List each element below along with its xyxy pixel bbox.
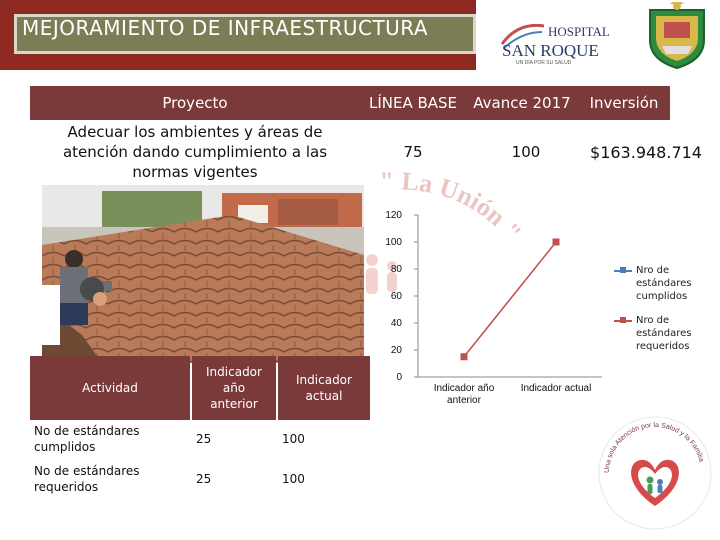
watermark-text: " La Unión " bbox=[379, 166, 528, 247]
ind-row-2-actual: 100 bbox=[278, 460, 370, 498]
seal-text: Una sola Atención por la Salud y la Familia bbox=[603, 421, 705, 474]
ind-header-actual: Indicador actual bbox=[278, 356, 370, 420]
x-tick-label: Indicador año anterior bbox=[433, 383, 495, 406]
legend-label-cumplidos: Nro de estándares cumplidos bbox=[636, 265, 692, 302]
hospital-logo bbox=[498, 18, 624, 66]
header-proyecto: Proyecto bbox=[30, 86, 360, 120]
ind-row-1-actual: 100 bbox=[278, 420, 370, 458]
row-avance: 100 bbox=[466, 124, 586, 180]
y-tick-label: 40 bbox=[390, 318, 402, 329]
page-title: MEJORAMIENTO DE INFRAESTRUCTURA bbox=[22, 16, 429, 40]
legend-marker-cumplidos bbox=[620, 267, 626, 273]
row-linea-base: 75 bbox=[360, 124, 466, 180]
y-tick-label: 60 bbox=[390, 291, 402, 302]
y-tick-label: 80 bbox=[390, 264, 402, 275]
municipal-shield-icon bbox=[642, 2, 712, 70]
ind-header-actividad: Actividad bbox=[30, 356, 190, 420]
header-avance: Avance 2017 bbox=[466, 86, 578, 120]
y-tick-label: 20 bbox=[390, 345, 402, 356]
ind-row-2-actividad: No de estándares requeridos bbox=[30, 460, 190, 498]
data-point-1 bbox=[553, 239, 560, 246]
ind-row-1-anterior: 25 bbox=[192, 420, 276, 458]
legend-label-requeridos: Nro de estándares requeridos bbox=[636, 315, 692, 352]
hospital-logo-tagline: UN DÍA POR SU SALUD bbox=[516, 60, 572, 66]
roof-repair-photo bbox=[42, 185, 364, 363]
y-tick-label: 100 bbox=[385, 237, 402, 248]
hospital-logo-name2: SAN ROQUE bbox=[502, 41, 599, 60]
seal-logo bbox=[592, 410, 718, 536]
chart-legend bbox=[614, 262, 714, 362]
header-linea-base: LÍNEA BASE bbox=[360, 86, 466, 120]
ind-header-anterior: Indicador año anterior bbox=[192, 356, 276, 420]
row-inversion: $163.948.714 bbox=[586, 124, 706, 180]
hospital-logo-name: HOSPITAL bbox=[548, 24, 610, 39]
row-proyecto: Adecuar los ambientes y áreas de atención dando cumplimiento a las normas vigentes bbox=[30, 124, 360, 180]
y-tick-label: 0 bbox=[396, 372, 402, 383]
series-line-1 bbox=[464, 242, 556, 357]
header-inversion: Inversión bbox=[578, 86, 670, 120]
ind-row-2-anterior: 25 bbox=[192, 460, 276, 498]
legend-marker-requeridos bbox=[620, 317, 626, 323]
x-tick-label: Indicador actual bbox=[520, 383, 592, 394]
data-point-1 bbox=[461, 353, 468, 360]
ind-row-1-actividad: No de estándares cumplidos bbox=[30, 420, 190, 458]
y-tick-label: 120 bbox=[385, 210, 402, 221]
